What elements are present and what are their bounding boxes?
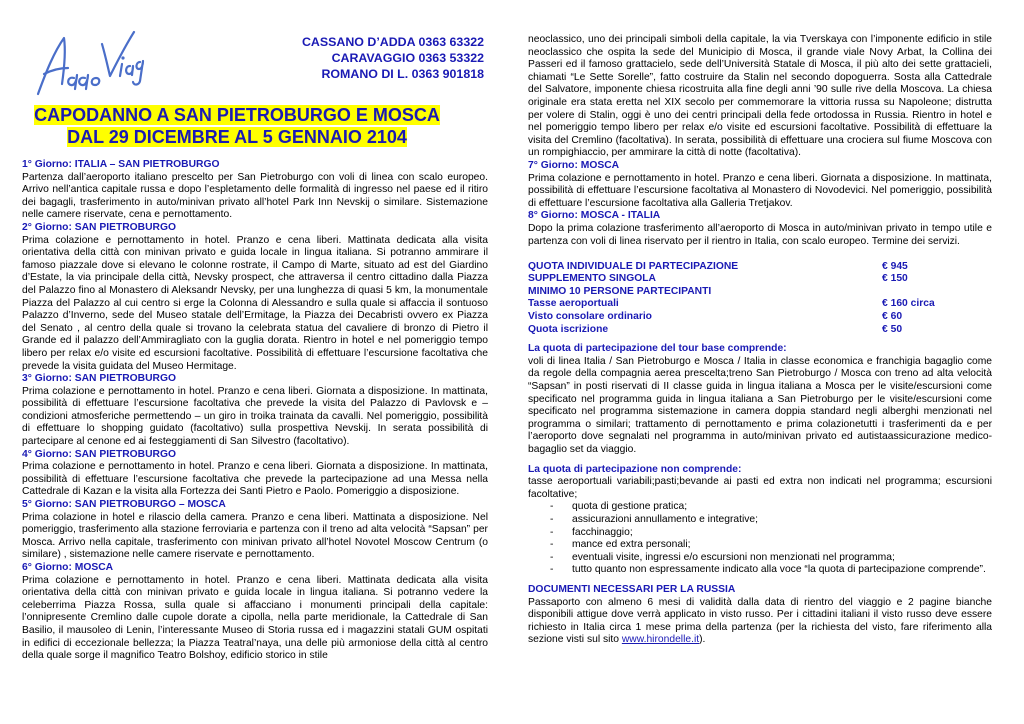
price-amount: € 160 circa xyxy=(882,298,935,310)
day-6-continued: neoclassico, uno dei principali simboli della capitale, la via Tverskaya con l’imponente edificio in stile neoclassico che ospita la sede del Municipio di Mosca, il grande viale Novy Arbat, la Collina dei Passeri ed il famoso grattacielo, sede dell’Università Statale di Mosca, il più alto dei sette grattacieli, chiamati “Le Sette Sorelle”, fatto costruire da Stalin nel secondo dopoguerra. Sosta alla Cattedrale del Salvatore, imponente chiesa ricostruita alla fine degli anni ’90 sulle rive della Moscova. La chiesa originale era stata eretta nel XIX secolo per commemorare la vittoria russa su Napoleone; distrutta per volere di Stalin, oggi è uno dei centri principali della fede ortodossa in Russia. Rientro in hotel e nel pomeriggio tempo libero per relax e/o visite ed escursioni facoltative. Possibilità di effettuare la visita del Cremlino (facoltativa). In serata, possibilità di effettuare una crociera sul fiume Moscova con un rompighiaccio, per ammirare la città di notte (facoltativa). xyxy=(528,34,992,159)
price-label: Tasse aeroportuali xyxy=(528,298,619,310)
price-row xyxy=(528,261,948,274)
documents-section xyxy=(528,584,992,647)
agency-contacts xyxy=(260,34,484,82)
day-heading: 3° Giorno: SAN PIETROBURGO xyxy=(22,373,177,385)
day-text: Partenza dall’aeroporto italiano prescelto per San Pietroburgo con voli di linea con scalo europeo. Arrivo nell’antica capitale russa e dopo l’espletamento delle formalità di ingresso nel paese ed il ritiro dei bagagli, trasferimento in auto/minivan privato all’hotel Park Inn Nevskij o similare. Sistemazione nelle camere riservate, cena e pernottamento. xyxy=(22,171,488,221)
day-heading: 5° Giorno: SAN PIETROBURGO – MOSCA xyxy=(22,499,226,511)
price-row xyxy=(528,273,948,286)
includes-heading: La quota di partecipazione del tour base comprende: xyxy=(528,343,787,355)
day-text: Prima colazione e pernottamento in hotel. Pranzo e cena liberi. Giornata a disposizione. In mattinata, possibilità di effettuare l’escursione facoltativa che prevede la partecipazione ad una Messa nella Cattedrale di Kazan e la visita alla Fortezza dei Santi Pietro e Paolo. Pomeriggio a disposizione. xyxy=(22,461,488,498)
list-item: - mance ed extra personali; xyxy=(550,539,992,552)
contact-caravaggio: CARAVAGGIO 0363 53322 xyxy=(331,51,484,65)
list-item: - facchinaggio; xyxy=(550,527,992,540)
page-title xyxy=(32,104,442,148)
title-line-1: CAPODANNO A SAN PIETROBURGO E MOSCA xyxy=(34,105,440,125)
price-label: Visto consolare ordinario xyxy=(528,311,652,323)
documents-body: Passaporto con almeno 6 mesi di validità dalla data di rientro del viaggio e 2 pagine bianche disponibili attigue dove verrà applicato in visto russo. Per i cittadini italiani il visto russo deve essere richiesto in Italia circa 1 mese prima della partenza (per la richiesta del visto, fare riferimento alla sezione visti sul sito xyxy=(528,596,992,646)
day-text: Prima colazione e pernottamento in hotel. Pranzo e cena liberi. Giornata a disposizione. In mattinata, possibilità di effettuare l’escursione facoltativa che prevede la visita del Palazzo di Pavlovsk e – condizioni atmosferiche permettendo – un giro in troika trainata da cavalli. Nel pomeriggio, possibilità di effettuare lo shopping guidato (facoltativo) sulla prospettiva Nevskij. In serata possibilità di partecipare al cenone ed ai festeggiamenti di San Silvestro (facoltativo). xyxy=(22,385,488,448)
documents-text xyxy=(528,597,992,647)
day-8 xyxy=(528,210,992,248)
includes-text: voli di linea Italia / San Pietroburgo e Mosca / Italia in classe economica e franchigia bagaglio come da regole della compagnia aerea prescelta;treno San Pietroburgo / Mosca con treno ad alta velocità “Sapsan” in posti riservati di II classe guida in lingua italiana a Mosca per le visite/escursioni come specificato nel programma guida in lingua italiana a San Pietroburgo per le visite/escursioni come specificato nel programma sistemazione in camera doppia standard negli alberghi menzionati nel programma o similari; trattamento di pernottamento e prima colazionetutti i trasferimenti da e per l’aeroporto dove segnalati nel programma in auto/minivan privato ed autistaassicurazione medico-bagaglio set da viaggio. xyxy=(528,355,992,455)
day-text: Prima colazione e pernottamento in hotel. Pranzo e cena liberi. Mattinata dedicata alla visita orientativa della città con minivan privato e guida locale in lingua italiana. Si potranno vedere la celeberrima Piazza Rossa, sulla quale si affacciano i monumenti principali della capitale: l’onnipresente Cremlino dalle cupole dorate a cipolla, nella parte meridionale, la Cattedrale di San Basilio, il mausoleo di Lenin, l’interessante Museo di Storia russa ed i magazzini statali GUM ospitati in edifici di eccezionale bellezza; la Piazza Teatral’naya, una delle più armoniose della città al centro della quale sorge il magnifico Teatro Bolshoy, edificio storico in stile xyxy=(22,574,488,662)
price-label: MINIMO 10 PERSONE PARTECIPANTI xyxy=(528,285,712,297)
day-heading: 2° Giorno: SAN PIETROBURGO xyxy=(22,221,177,233)
addo-viaggi-logo xyxy=(30,24,150,100)
left-column xyxy=(22,159,488,663)
day-text: Prima colazione in hotel e rilascio della camera. Pranzo e cena liberi. Mattinata a disposizione. Nel pomeriggio, trasferimento alla stazione ferroviaria e partenza con il treno ad alta velocità “Sapsan” per Mosca. Arrivo nella capitale, trasferimento con minivan privato all’hotel Novotel Moscow Centrum (o similare) , sistemazione nelle camere riservate e pernottamento. xyxy=(22,511,488,561)
list-item: - tutto quanto non espressamente indicato alla voce “la quota di partecipazione comprende”. xyxy=(550,564,992,577)
documents-end: ). xyxy=(699,634,706,646)
price-label: Quota iscrizione xyxy=(528,323,609,335)
price-label: QUOTA INDIVIDUALE DI PARTECIPAZIONE xyxy=(528,260,739,272)
day-text: Prima colazione e pernottamento in hotel. Pranzo e cena liberi. Mattinata dedicata alla visita orientativa della città con minivan privato e guida locale in lingua italiana. Si potranno ammirare il famoso piazzale dove si elevano le colonne rostrate, il Campo di Marte, situato ad est del Giardino d’Estate, la via principale della città, Nevsky prospect, che attraversa il centro cittadino dalla Piazza del Palazzo fino al Monastero di Aleksandr Nevsky, per una lunghezza di quasi 5 km, la monumentale Piazza del Palazzo al cui centro si erge la Colonna di Alessandro e sulla quale si affaccia il sontuoso Palazzo d’Inverno, sede del Museo statale dell’Ermitage, la Piazza dei Decabristi ovvero ex Piazza del Senato , al centro della quale si trovano la celebrata statua del cavaliere di bronzo di Pietro il Grande ed il palazzo dell’Ammiragliato con la guglia dorata. Rientro in hotel e nel pomeriggio tempo libero per relax e/o visite ed escursioni facoltative. Possibilità di effettuare l’escursione facoltativa che prevede la visita guidata del Museo Hermitage. xyxy=(22,234,488,372)
price-row xyxy=(528,311,948,324)
price-row xyxy=(528,286,948,299)
price-table xyxy=(528,261,992,337)
excludes-list xyxy=(528,501,992,577)
list-item: - quota di gestione pratica; xyxy=(550,501,992,514)
price-amount: € 50 xyxy=(882,323,903,335)
contact-romano: ROMANO DI L. 0363 901818 xyxy=(321,67,484,81)
includes-section xyxy=(528,343,992,456)
price-amount: € 60 xyxy=(882,311,903,323)
title-line-2: DAL 29 DICEMBRE AL 5 GENNAIO 2104 xyxy=(67,127,407,147)
day-heading: 8° Giorno: MOSCA - ITALIA xyxy=(528,210,661,222)
day-heading: 6° Giorno: MOSCA xyxy=(22,562,114,573)
day-6 xyxy=(22,562,488,663)
list-item: - eventuali visite, ingressi e/o escursioni non menzionati nel programma; xyxy=(550,552,992,565)
day-text: Dopo la prima colazione trasferimento all’aeroporto di Mosca in auto/minivan privato in tempo utile e partenza con voli di linea riservato per il rientro in Italia, con scalo europeo. Termine dei servizi. xyxy=(528,222,992,247)
day-heading: 1° Giorno: ITALIA – SAN PIETROBURGO xyxy=(22,159,220,170)
day-text: Prima colazione e pernottamento in hotel. Pranzo e cena liberi. Giornata a disposizione. In mattinata, possibilità di effettuare l’escursione facoltativa al Monastero di Novodevici. Nel pomeriggio, possibilità di effettuare l’escursione facoltativa alla Galleria Tretjakov. xyxy=(528,172,992,209)
day-heading: 4° Giorno: SAN PIETROBURGO xyxy=(22,448,177,460)
day-1 xyxy=(22,159,488,222)
excludes-section xyxy=(528,464,992,577)
day-2 xyxy=(22,222,488,373)
list-item: - assicurazioni annullamento e integrative; xyxy=(550,514,992,527)
excludes-intro: tasse aeroportuali variabili;pasti;bevande ai pasti ed extra non indicati nel programma; escursioni facoltative; xyxy=(528,476,992,500)
day-5 xyxy=(22,499,488,562)
price-label: SUPPLEMENTO SINGOLA xyxy=(528,273,656,285)
price-amount: € 945 xyxy=(882,260,908,272)
price-amount: € 150 xyxy=(882,273,908,285)
contact-cassano: CASSANO D’ADDA 0363 63322 xyxy=(301,35,484,49)
price-row xyxy=(528,298,948,311)
day-7 xyxy=(528,160,992,210)
day-heading: 7° Giorno: MOSCA xyxy=(528,159,620,171)
excludes-heading: La quota di partecipazione non comprende: xyxy=(528,463,742,475)
price-row xyxy=(528,324,948,337)
documents-heading: DOCUMENTI NECESSARI PER LA RUSSIA xyxy=(528,583,736,595)
price-amount xyxy=(882,286,948,299)
day-3 xyxy=(22,373,488,449)
right-column xyxy=(528,34,992,647)
day-4 xyxy=(22,449,488,499)
hirondelle-link[interactable]: www.hirondelle.it xyxy=(621,634,700,646)
